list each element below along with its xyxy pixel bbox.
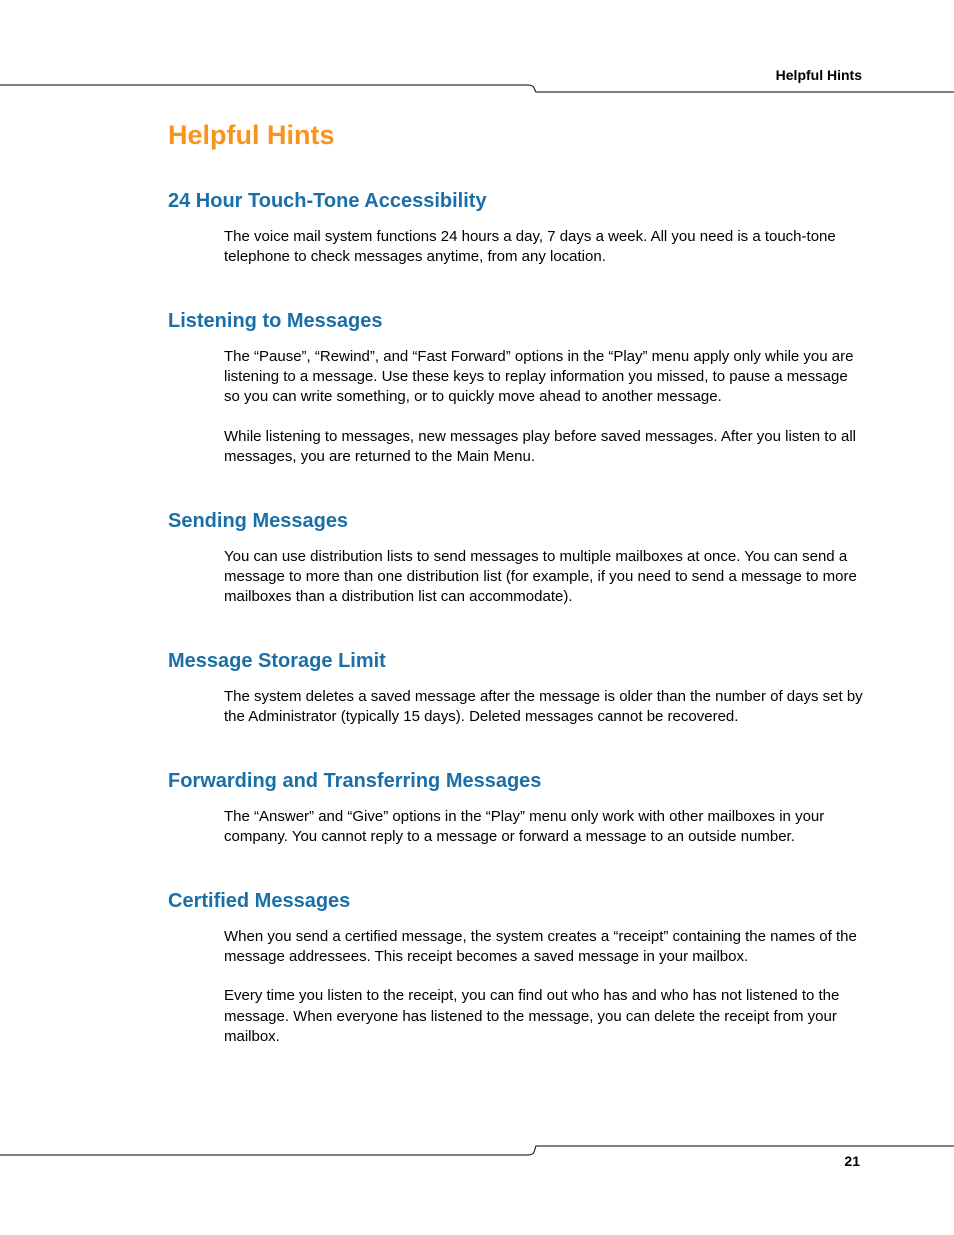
running-header-title: Helpful Hints	[775, 67, 862, 83]
paragraph: The system deletes a saved message after the message is older than the number of days set by the Administrator (typically 15 days). Deleted messages cannot be recovered.	[224, 688, 863, 726]
paragraph: When you send a certified message, the system creates a “receipt” containing the names of the message addressees. This receipt becomes a saved message in your mailbox.	[224, 928, 857, 966]
section-touch-tone-accessibility	[168, 188, 868, 286]
paragraph: You can use distribution lists to send messages to multiple mailboxes at once. You can send a message to more than one distribution list (for example, if you need to send a message to more mailboxes than a distribution list can accommodate).	[224, 548, 857, 606]
page-title: Helpful Hints	[168, 120, 335, 150]
section-heading: Message Storage Limit	[168, 650, 386, 672]
paragraph: The voice mail system functions 24 hours a day, 7 days a week. All you need is a touch-tone telephone to check messages anytime, from any location.	[224, 228, 836, 266]
header-rule	[0, 80, 954, 100]
section-message-storage-limit	[168, 648, 868, 746]
paragraph: While listening to messages, new messages play before saved messages. After you listen to all messages, you are returned to the Main Menu.	[224, 427, 856, 465]
section-certified-messages	[168, 888, 868, 1066]
section-heading: Certified Messages	[168, 890, 351, 912]
paragraph: The “Answer” and “Give” options in the “Play” menu only work with other mailboxes in your company. You cannot reply to a message or forward a message to an outside number.	[224, 808, 825, 846]
section-sending-messages	[168, 508, 868, 627]
section-listening-to-messages	[168, 308, 868, 486]
section-forwarding-transferring	[168, 768, 868, 866]
section-heading: Forwarding and Transferring Messages	[168, 770, 542, 792]
footer-rule	[0, 1140, 954, 1160]
section-heading: 24 Hour Touch-Tone Accessibility	[168, 190, 487, 212]
page-number: 21	[844, 1153, 860, 1169]
section-heading: Sending Messages	[168, 510, 349, 532]
section-heading: Listening to Messages	[168, 310, 383, 332]
paragraph: Every time you listen to the receipt, you can find out who has and who has not listened to the message. When everyone has listened to the message, you can delete the receipt from your mailbox.	[224, 987, 840, 1045]
paragraph: The “Pause”, “Rewind”, and “Fast Forward” options in the “Play” menu apply only while you are listening to a message. Use these keys to replay information you missed, to pause a message so you can write something, or to quickly move ahead to another message.	[224, 348, 854, 406]
